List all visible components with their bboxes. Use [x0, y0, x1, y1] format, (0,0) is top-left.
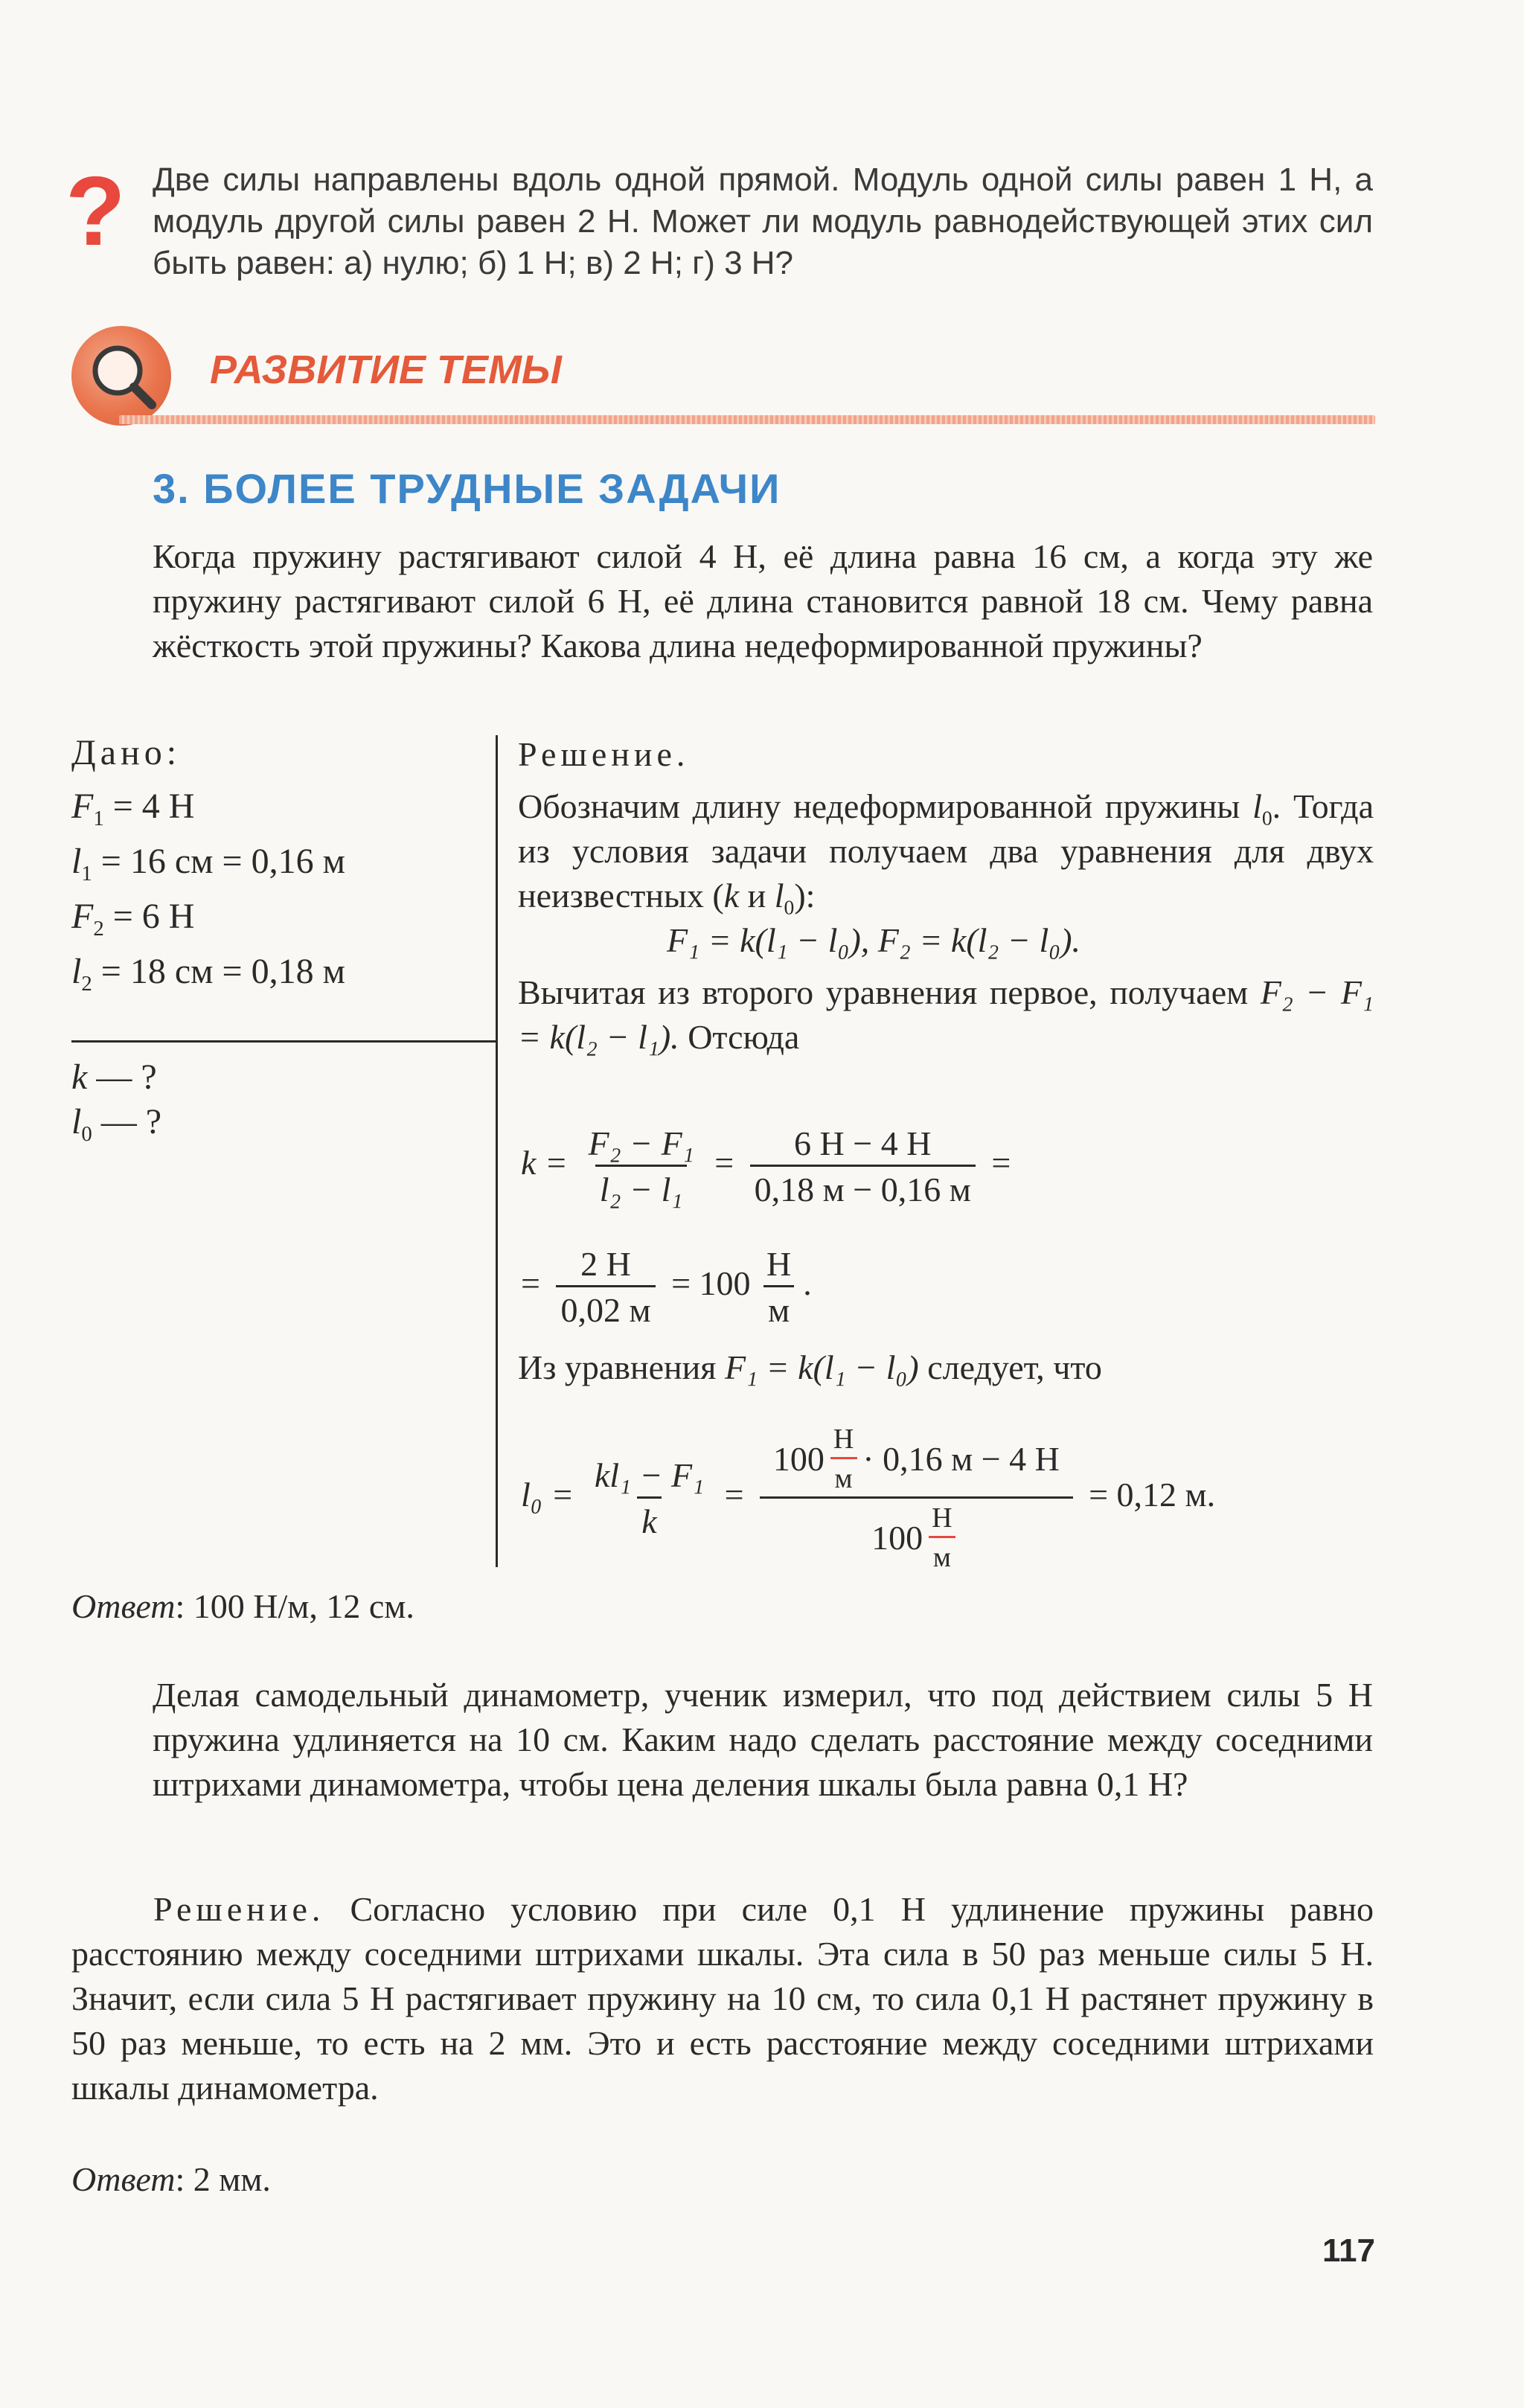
- given-l2: $l_2 = 18$ см = 0,18 м: [71, 952, 345, 996]
- problem-2-answer: Ответ: 2 мм.: [71, 2160, 271, 2198]
- problem-1-text: Когда пружину растягивают силой 4 Н, её длина равна 16 см, а когда эту же пружину растягивают силой 6 Н, её длина становится равной 18 см. Чему равна жёсткость этой пружины? Какова длина недеформированной пружины?: [153, 537, 1373, 665]
- section-title: РАЗВИТИЕ ТЕМЫ: [210, 348, 562, 392]
- subtract-text: Вычитая из второго уравнения первое, получаем F₂ − F₁ = k(l₂ − l₁). Отсюда: [518, 973, 1374, 1056]
- find-l0: $l_0$ — ?: [71, 1102, 162, 1147]
- k-lhs: k =: [521, 1144, 568, 1182]
- section-divider: [119, 415, 1375, 424]
- question-text: Две силы направлены вдоль одной прямой. Модуль одной силы равен 1 Н, а модуль другой силы равен 2 Н. Может ли модуль равнодействующей этих сил быть равен: а) нулю; б) 1 Н; в) 2 Н; г) 3 Н?: [153, 161, 1373, 281]
- given-l1: $l_1 = 16$ см = 0,16 м: [71, 842, 345, 886]
- solution-block: [518, 732, 1374, 1060]
- k-formula-line-2: = $\frac{2 Н}{0,02 м}$ = 100 $\frac{Н}{м}$ .: [521, 1245, 812, 1329]
- l0-lhs: l₀ =: [521, 1476, 574, 1514]
- magnifier-icon: [71, 326, 171, 426]
- l0-formula: l₀ = $\frac{\text{kl₁ − F₁}}{k}$ = 100 $\frac{Н}{м}$ · 0,16 м − 4 Н 100 $\frac{Н}{м}$ = 0,12 м.: [521, 1424, 1216, 1573]
- k-unit: $\frac{Н}{м}$: [762, 1244, 795, 1330]
- given-label: Дано:: [71, 733, 182, 772]
- question-mark-icon: ?: [65, 156, 126, 266]
- k-fraction-symbolic: $\frac{\text{F₂ − F₁}}{\text{l₂ − l₁}}$: [588, 1124, 694, 1208]
- given-find-divider: [71, 1040, 496, 1043]
- problem-2-text: Делая самодельный динамометр, ученик измерил, что под действием силы 5 Н пружина удлиняется на 10 см. Каким надо сделать расстояние между соседними штрихами динамометра, чтобы цена деления шкалы была равна 0,1 Н?: [153, 1676, 1373, 1803]
- k-fraction-numeric: $\frac{6 Н - 4 Н}{0,18 м - 0,16 м}$: [750, 1124, 976, 1209]
- equation-pair: F₁ = k(l₁ − l₀), F₂ = k(l₂ − l₀).: [667, 921, 1081, 959]
- l0-fraction-symbolic: $\frac{\text{kl₁ − F₁}}{k}$: [594, 1456, 705, 1540]
- problem-1-answer: Ответ: 100 Н/м, 12 см.: [71, 1587, 414, 1625]
- solution-intro: Обозначим длину недеформированной пружины $l_0$. Тогда из условия задачи получаем два уравнения для двух неизвестных (k и $l_0$):: [518, 787, 1374, 919]
- l0-fraction-numeric: 100 $\frac{Н}{м}$ · 0,16 м − 4 Н 100 $\frac{Н}{м}$: [760, 1423, 1072, 1574]
- given-f2: $F_2 = 6$ Н: [71, 897, 195, 941]
- page-number: 117: [1322, 2232, 1375, 2269]
- find-k: k — ?: [71, 1057, 157, 1097]
- from-equation-text: Из уравнения F₁ = k(l₁ − l₀) следует, что: [518, 1348, 1102, 1386]
- problem-2-solution: Решение. Согласно условию при силе 0,1 Н удлинение пружины равно расстоянию между соседними штрихами шкалы. Эта сила в 50 раз меньше силы 5 Н. Значит, если сила 5 Н растягивает пружину на 10 см, то сила 0,1 Н растянет пружину в 50 раз меньше, то есть на 2 мм. Это и есть расстояние между соседними штрихами шкалы динамометра.: [71, 1890, 1374, 2107]
- solution-label: Решение.: [518, 735, 690, 773]
- k-formula-line-1: k = $\frac{\text{F₂ − F₁}}{\text{l₂ − l₁}}$ = $\frac{6 Н - 4 Н}{0,18 м - 0,16 м}$ =: [521, 1124, 1011, 1208]
- k-fraction-result: $\frac{2 Н}{0,02 м}$: [556, 1244, 655, 1330]
- given-f1: $F_1 = 4$ Н: [71, 787, 195, 831]
- section-subtitle: 3. БОЛЕЕ ТРУДНЫЕ ЗАДАЧИ: [153, 465, 781, 512]
- given-solution-divider: [496, 735, 498, 1567]
